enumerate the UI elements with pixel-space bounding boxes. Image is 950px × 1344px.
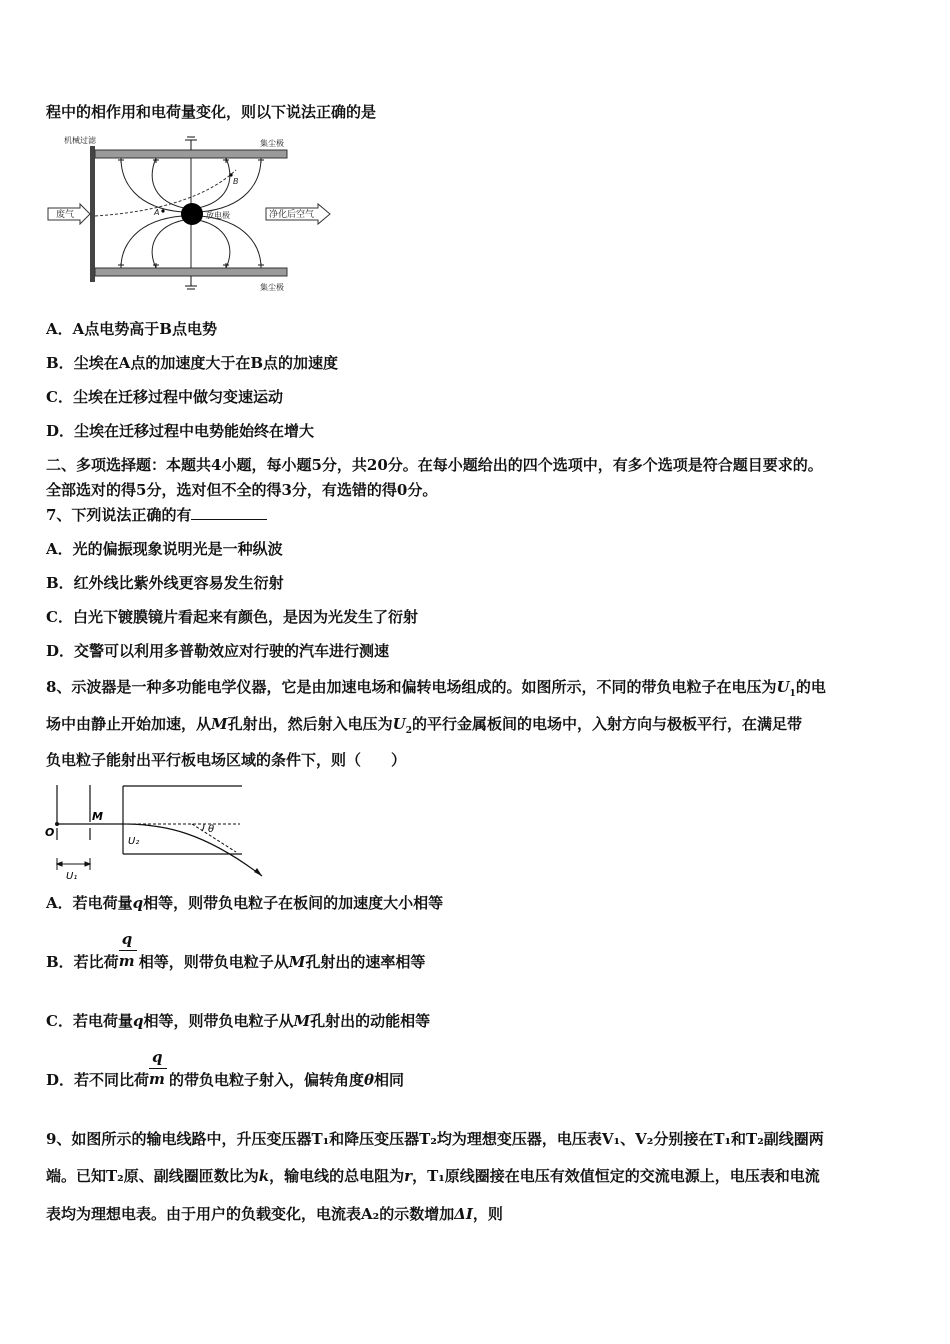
label-clean-air: 净化后空气: [269, 210, 315, 220]
q8-optc-e: 孔射出的动能相等: [310, 1012, 431, 1030]
q9-k-symbol: k: [258, 1167, 270, 1185]
q9-line3-a: 表均为理想电表。由于用户的负载变化，电流表A₂的示数增加: [46, 1205, 455, 1223]
q6-option-d: D．尘埃在迁移过程中电势能始终在增大: [46, 422, 315, 440]
q9-delta-i: ΔI: [454, 1205, 473, 1223]
q8-optb-den: m: [118, 952, 135, 970]
q7-option-b: B．红外线比紫外线更容易发生衍射: [46, 574, 284, 592]
intro-text: 程中的相作用和电荷量变化，则以下说法正确的是: [46, 103, 377, 121]
q9-line2: [46, 1166, 820, 1186]
q8-option-d: [46, 1048, 405, 1091]
q6-option-b: B．尘埃在A点的加速度大于在B点的加速度: [46, 354, 338, 372]
q8-m-symbol: M: [211, 715, 228, 733]
q6-option-a: A．A点电势高于B点电势: [46, 320, 217, 338]
q8-opta-c: 相等，则带负电粒子在板间的加速度大小相等: [143, 894, 444, 912]
q7-option-c: C．白光下镀膜镜片看起来有颜色，是因为光发生了衍射: [46, 608, 418, 626]
q8-optc-c: 相等，则带负电粒子从: [143, 1012, 294, 1030]
q7-option-d: D．交警可以利用多普勒效应对行驶的汽车进行测速: [46, 642, 390, 660]
q8-optc-a: C．若电荷量: [46, 1012, 133, 1030]
q9-line2-a: 端。已知T₂原、副线圈匝数比为: [46, 1167, 259, 1185]
q8-optd-d: 相同: [374, 1071, 405, 1089]
q8-optb-m: M: [288, 953, 306, 971]
q8-optb-fraction: [118, 930, 139, 973]
q8-optd-a: D．若不同比荷: [46, 1071, 150, 1089]
q8-line3: 负电粒子能射出平行板电场区域的条件下，则（ ）: [46, 751, 407, 769]
label-u2: U₂: [128, 836, 140, 847]
oscilloscope-figure: [44, 780, 266, 884]
q8-option-b: [46, 930, 426, 973]
q8-optb-d: 孔射出的速率相等: [305, 953, 426, 971]
section2-line2: 全部选对的得5分，选对但不全的得3分，有选错的得0分。: [46, 481, 438, 499]
q8-u2-sub: 2: [405, 726, 412, 736]
label-mechanical-filter: 机械过滤: [64, 136, 96, 145]
label-u1: U₁: [66, 871, 78, 882]
q7-stem-text: 7、下列说法正确的有: [46, 506, 192, 524]
q8-optd-b: 的带负电粒子射入，偏转角度: [169, 1071, 365, 1089]
q8-line2-f: 的平行金属板间的电场中，入射方向与极板平行，在满足带: [412, 715, 803, 733]
q8-optb-b: 相等，则带负电粒子从: [138, 953, 289, 971]
q8-line2-c: 孔射出，然后射入电压为: [227, 715, 393, 733]
label-m: M: [92, 810, 103, 823]
q8-opta-a: A．若电荷量: [46, 894, 133, 912]
q7-answer-blank: [191, 505, 267, 520]
q6-option-c: C．尘埃在迁移过程中做匀变速运动: [46, 388, 283, 406]
q8-optb-a: B．若比荷: [46, 953, 119, 971]
label-point-b: B: [233, 177, 239, 186]
q8-optc-m: M: [293, 1012, 311, 1030]
label-o: O: [45, 826, 55, 839]
q9-line2-e: ，T₁原线圈接在电压有效值恒定的交流电源上，电压表和电流: [412, 1167, 820, 1185]
q9-line3-c: ，则: [472, 1205, 503, 1223]
q8-optd-theta: θ: [364, 1071, 375, 1089]
section2-line1: 二、多项选择题：本题共4小题，每小题5分，共20分。在每小题给出的四个选项中，有多个选项是符合题目要求的。: [46, 456, 823, 474]
precipitator-figure: [46, 132, 338, 298]
q8-line2: [46, 714, 802, 741]
q8-option-c: [46, 1011, 430, 1031]
q8-u1-sub: 1: [789, 689, 796, 699]
q8-line1: [46, 677, 826, 704]
label-collector-top: 集尘极: [260, 139, 284, 148]
q9-line3: [46, 1204, 503, 1224]
label-waste-gas: 废气: [56, 210, 75, 220]
q8-line1-d: 的电: [795, 678, 826, 696]
q9-line2-c: ，输电线的总电阻为: [269, 1167, 405, 1185]
q8-u1-symbol: U: [776, 678, 790, 696]
label-discharge-electrode: 放电极: [206, 211, 230, 220]
q8-optb-num: q: [121, 930, 133, 948]
label-collector-bottom: 集尘极: [260, 283, 284, 292]
label-point-a: A: [154, 208, 160, 217]
q8-option-a: [46, 893, 443, 913]
q8-opta-q: q: [132, 894, 144, 912]
q8-optc-q: q: [132, 1012, 144, 1030]
q7-option-a: A．光的偏振现象说明光是一种纵波: [46, 540, 283, 558]
q8-line1-a: 8、示波器是一种多功能电学仪器，它是由加速电场和偏转电场组成的。如图所示，不同的带负电粒子在电压为: [46, 678, 777, 696]
q8-optd-fraction: [149, 1048, 169, 1091]
q9-r-symbol: r: [404, 1167, 413, 1185]
q7-stem: [46, 505, 267, 525]
q8-line2-a: 场中由静止开始加速，从: [46, 715, 212, 733]
q8-optd-num: q: [152, 1048, 163, 1066]
q8-optd-den: m: [149, 1070, 165, 1088]
label-theta: θ: [208, 824, 215, 835]
q8-u2-symbol: U: [392, 715, 406, 733]
q9-line1: 9、如图所示的输电线路中，升压变压器T₁和降压变压器T₂均为理想变压器，电压表V₁、V₂分别接在T₁和T₂副线圈两: [46, 1130, 824, 1148]
